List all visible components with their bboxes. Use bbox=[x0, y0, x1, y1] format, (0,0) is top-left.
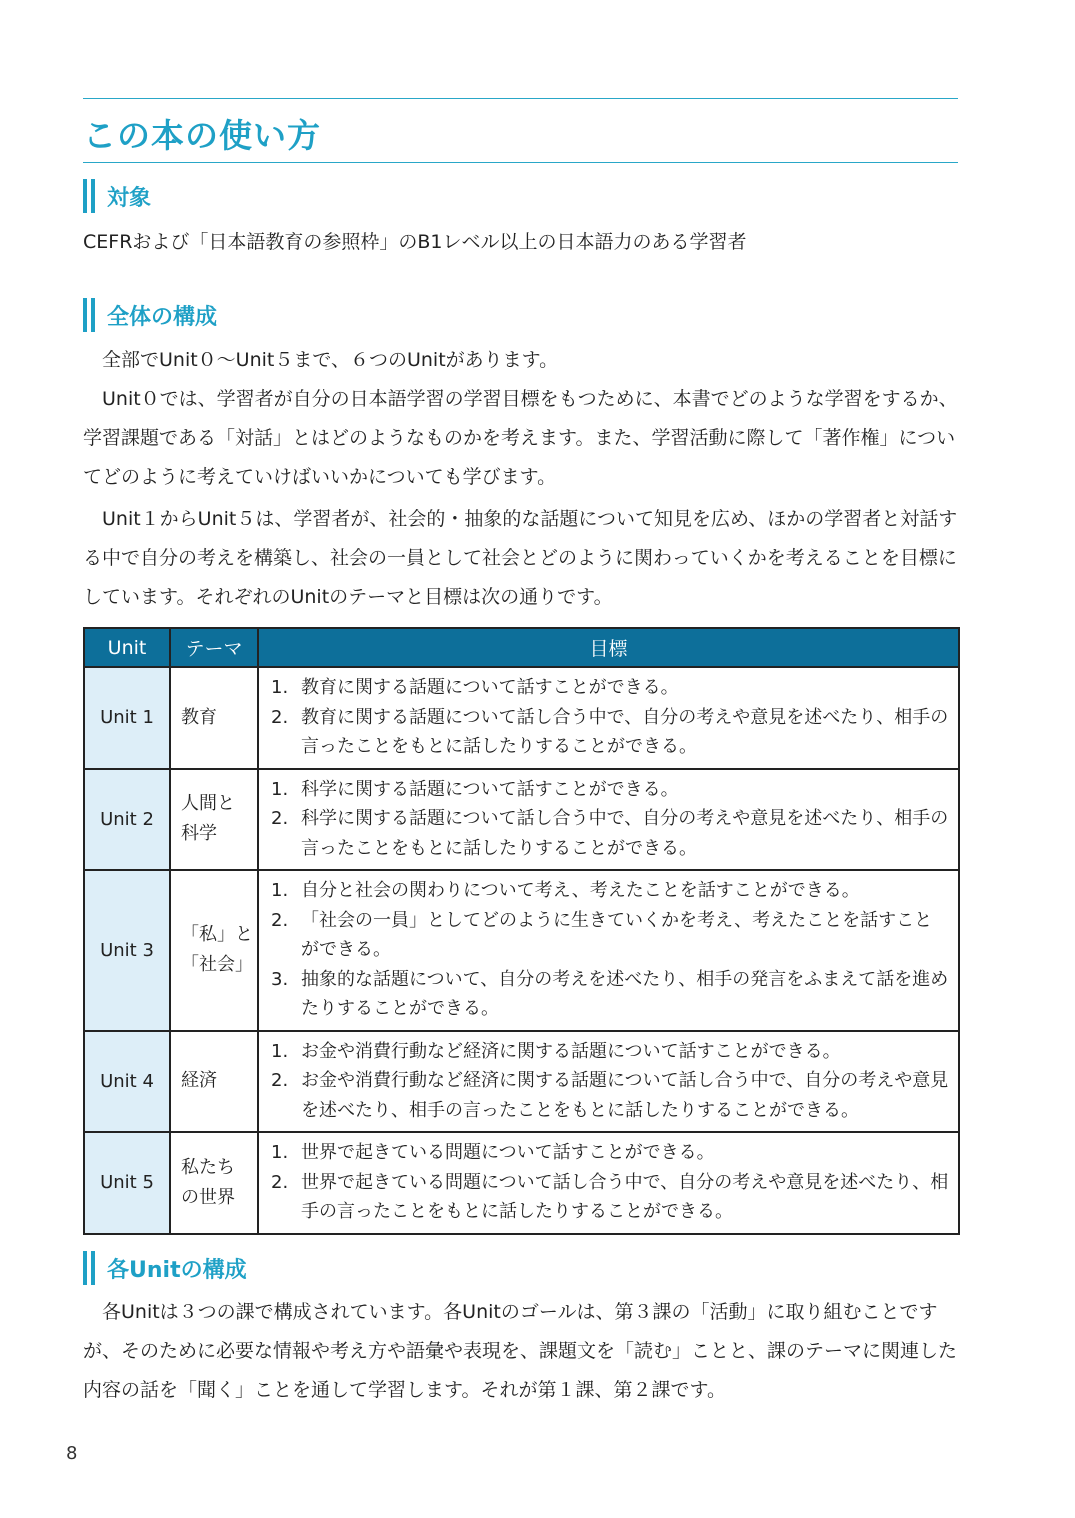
unit-structure-paragraph: 各Unitは３つの課で構成されています。各Unitのゴールは、第３課の「活動」に取り組むことですが、そのために必要な情報や考え方や語彙や表現を、課題文を「読む」ことと、課のテーマに関連した内容の話を「聞く」ことを通して学習します。それが第１課、第２課です。 bbox=[83, 1301, 958, 1401]
table-row bbox=[84, 769, 959, 871]
unit-cell: Unit 5 bbox=[84, 1132, 170, 1234]
title-rule bbox=[83, 162, 958, 163]
unit-cell: Unit 3 bbox=[84, 870, 170, 1031]
unit-cell: Unit 4 bbox=[84, 1031, 170, 1133]
list-item: 1. 世界で起きている問題について話すことができる。 bbox=[271, 1142, 715, 1163]
section-heading-target bbox=[83, 178, 151, 214]
theme-cell: 経済 bbox=[170, 1031, 258, 1133]
table-header-row bbox=[84, 628, 959, 667]
list-item: 2. 教育に関する話題について話し合う中で、自分の考えや意見を述べたり、相手の言ったことをもとに話したりすることができる。 bbox=[271, 706, 949, 757]
heading-bar-icon bbox=[83, 1251, 95, 1285]
table-row bbox=[84, 1132, 959, 1234]
list-item: 2. 世界で起きている問題について話し合う中で、自分の考えや意見を述べたり、相手の言ったことをもとに話したりすることができる。 bbox=[271, 1171, 949, 1222]
goal-cell bbox=[258, 769, 959, 871]
unit-cell: Unit 1 bbox=[84, 667, 170, 769]
overall-paragraph-2: Unit０では、学習者が自分の日本語学習の学習目標をもつために、本書でどのような学習をするか、学習課題である「対話」とはどのようなものかを考えます。また、学習活動に際して「著作権」についてどのように考えていけばいいかについても学びます。 bbox=[83, 388, 958, 488]
goal-cell bbox=[258, 1031, 959, 1133]
list-item: 1. お金や消費行動など経済に関する話題について話すことができる。 bbox=[271, 1040, 841, 1062]
list-item: 3. 抽象的な話題について、自分の考えを述べたり、相手の発言をふまえて話を進めたりすることができる。 bbox=[271, 968, 949, 1019]
list-item: 1. 科学に関する話題について話すことができる。 bbox=[271, 778, 679, 800]
header-goal: 目標 bbox=[258, 628, 959, 667]
section-title: 対象 bbox=[107, 185, 152, 211]
theme-cell: 人間と 科学 bbox=[170, 769, 258, 871]
unit-cell: Unit 2 bbox=[84, 769, 170, 871]
theme-cell: 私たち の世界 bbox=[170, 1132, 258, 1234]
table-row bbox=[84, 870, 959, 1031]
list-item: 1. 教育に関する話題について話すことができる。 bbox=[271, 677, 679, 698]
top-rule bbox=[83, 98, 958, 99]
list-item: 2. お金や消費行動など経済に関する話題について話し合う中で、自分の考えや意見を述べたり、相手の言ったことをもとに話したりすることができる。 bbox=[271, 1070, 949, 1121]
section-title: 各Unitの構成 bbox=[107, 1257, 247, 1283]
unit-goals-table bbox=[83, 627, 960, 1235]
section-title: 全体の構成 bbox=[107, 304, 218, 330]
list-item: 1. 自分と社会の関わりについて考え、考えたことを話すことができる。 bbox=[271, 880, 860, 901]
section-heading-unit-structure bbox=[83, 1250, 247, 1286]
header-unit: Unit bbox=[84, 628, 170, 667]
heading-bar-icon bbox=[83, 179, 95, 213]
list-item: 2. 科学に関する話題について話し合う中で、自分の考えや意見を述べたり、相手の言ったことをもとに話したりすることができる。 bbox=[271, 808, 949, 859]
heading-bar-icon bbox=[83, 298, 95, 332]
theme-cell: 「私」と 「社会」 bbox=[170, 870, 258, 1031]
target-paragraph: CEFRおよび「日本語教育の参照枠」のB1レベル以上の日本語力のある学習者 bbox=[83, 231, 747, 253]
header-theme: テーマ bbox=[170, 628, 258, 667]
page-title: この本の使い方 bbox=[83, 116, 321, 155]
list-item: 2. 「社会の一員」としてどのように生きていくかを考え、考えたことを話すことができる。 bbox=[271, 909, 933, 960]
page-number: 8 bbox=[66, 1443, 78, 1464]
section-heading-overall bbox=[83, 297, 217, 333]
goal-cell bbox=[258, 870, 959, 1031]
goal-cell bbox=[258, 667, 959, 769]
theme-cell: 教育 bbox=[170, 667, 258, 769]
goal-cell bbox=[258, 1132, 959, 1234]
table-row bbox=[84, 667, 959, 769]
overall-paragraph-3: Unit１からUnit５は、学習者が、社会的・抽象的な話題について知見を広め、ほかの学習者と対話する中で自分の考えを構築し、社会の一員として社会とどのように関わっていくかを考えることを目標にしています。それぞれのUnitのテーマと目標は次の通りです。 bbox=[83, 508, 958, 608]
overall-paragraph-1: 全部でUnit０～Unit５まで、６つのUnitがあります。 bbox=[102, 349, 559, 371]
table-row bbox=[84, 1031, 959, 1133]
